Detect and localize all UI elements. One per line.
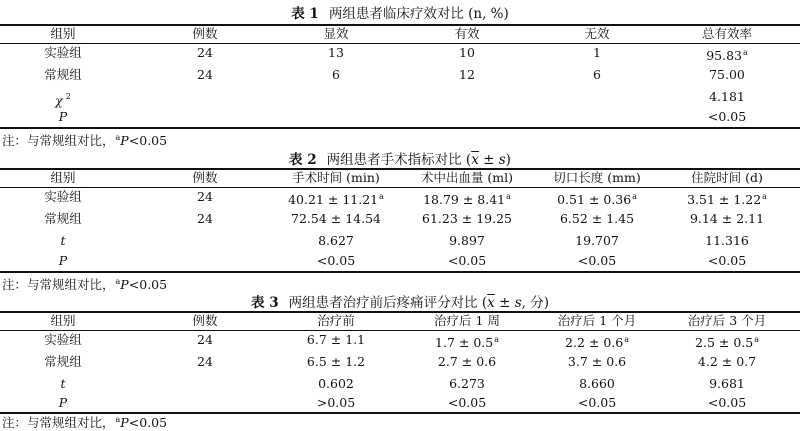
stat-label: P	[58, 395, 68, 410]
value: 2.2 ± 0.6	[565, 335, 624, 350]
table-row	[0, 331, 800, 349]
stat-value: <0.05	[316, 253, 356, 268]
stat-value: <0.05	[707, 253, 747, 268]
table2-caption	[0, 148, 800, 168]
stat-value: 0.602	[318, 376, 354, 391]
significance-mark: a	[762, 192, 767, 201]
table-row	[0, 353, 800, 371]
note-prefix: 注：与常规组对比，	[2, 277, 115, 292]
row-n: 24	[197, 67, 213, 82]
row-c3	[532, 331, 662, 352]
table1-note	[2, 131, 167, 149]
table3-title-b: ±	[494, 295, 515, 311]
row-c4: 9.14 ± 2.11	[689, 211, 765, 226]
row-c4	[662, 188, 792, 209]
note-prefix: 注：与常规组对比，	[2, 133, 115, 148]
row-c3: 1	[593, 45, 601, 60]
table3-header-c4: 治疗后 3 个月	[687, 313, 767, 328]
table2-title-x: $\overline{x}$	[471, 152, 479, 168]
row-c3: 6	[593, 67, 601, 82]
value: 95.83	[706, 48, 742, 63]
row-c1: 6.7 ± 1.1	[306, 332, 366, 347]
table3-title-s: s	[514, 295, 522, 311]
table2-title-s: s	[498, 152, 506, 168]
note-mark: a	[115, 277, 121, 286]
row-group: 常规组	[44, 211, 82, 226]
note-p: P	[120, 277, 129, 292]
chi-symbol: χ	[55, 93, 63, 108]
table3-header-c2: 治疗后 1 周	[434, 313, 500, 328]
table1-header-c2: 有效	[454, 26, 480, 41]
row-n: 24	[197, 211, 213, 226]
table1-header-row	[0, 25, 800, 43]
row-group: 常规组	[44, 354, 82, 369]
row-c1: 6.5 ± 1.2	[306, 354, 366, 369]
value: 40.21 ± 11.21	[288, 192, 379, 207]
table1-title: 两组患者临床疗效对比 (n, %)	[328, 6, 509, 22]
table3-title-x: $\overline{x}$	[487, 295, 495, 311]
table2-header-c3: 切口长度 (mm)	[553, 170, 641, 185]
significance-mark: a	[632, 192, 637, 201]
table2-header-row	[0, 169, 800, 187]
table-row	[0, 232, 800, 250]
row-group: 实验组	[44, 332, 82, 347]
value: 0.51 ± 0.36	[557, 192, 632, 207]
table3-header-group: 组别	[50, 313, 76, 328]
stat-value: 6.273	[449, 376, 485, 391]
table1-header-c3: 无效	[584, 26, 610, 41]
value: 2.5 ± 0.5	[695, 335, 754, 350]
table-row	[0, 108, 800, 126]
row-n: 24	[197, 45, 213, 60]
stat-value: <0.05	[577, 395, 617, 410]
note-suffix: <0.05	[128, 415, 168, 430]
chi-superscript: 2	[65, 92, 71, 101]
table1-header-c4: 总有效率	[701, 26, 752, 41]
table2-header-c1: 手术时间 (min)	[292, 170, 380, 185]
table3-header-n: 例数	[192, 313, 218, 328]
table1-header-n: 例数	[192, 26, 218, 41]
table-row	[0, 210, 800, 228]
note-suffix: <0.05	[128, 277, 168, 292]
table-row	[0, 188, 800, 206]
stat-value: <0.05	[707, 109, 747, 124]
row-c3	[532, 188, 662, 209]
row-c2	[402, 331, 532, 352]
table3-header-c1: 治疗前	[317, 313, 355, 328]
stat-value: 9.897	[449, 233, 485, 248]
row-c1	[271, 188, 401, 209]
stat-value: 8.660	[579, 376, 615, 391]
table3-caption	[0, 291, 800, 311]
row-group: 实验组	[44, 45, 82, 60]
value: 18.79 ± 8.41	[423, 192, 506, 207]
row-c1: 6	[332, 67, 340, 82]
note-suffix: <0.05	[128, 133, 168, 148]
significance-mark: a	[506, 192, 511, 201]
table1-caption	[0, 2, 800, 22]
row-c1: 72.54 ± 14.54	[291, 211, 381, 226]
stat-label: P	[58, 109, 68, 124]
table2-title-b: ±	[478, 152, 499, 168]
row-c4	[662, 44, 792, 65]
stat-label: t	[60, 376, 66, 391]
value: 1.7 ± 0.5	[435, 335, 494, 350]
stat-label	[0, 88, 128, 110]
table1-bottom-rule	[0, 127, 800, 129]
row-c1: 13	[328, 45, 344, 60]
table3-title-c: , 分)	[521, 295, 549, 311]
stat-value: 8.627	[318, 233, 354, 248]
table3-note	[2, 413, 167, 431]
row-c2: 61.23 ± 19.25	[422, 211, 512, 226]
row-c3: 6.52 ± 1.45	[559, 211, 635, 226]
note-p: P	[120, 133, 129, 148]
note-prefix: 注：与常规组对比，	[2, 415, 115, 430]
table-row	[0, 88, 800, 106]
stat-value: >0.05	[316, 395, 356, 410]
row-c4	[662, 331, 792, 352]
table-row	[0, 394, 800, 412]
stat-value: 9.681	[709, 376, 745, 391]
significance-mark: a	[743, 48, 748, 57]
stat-value: 19.707	[575, 233, 619, 248]
table3-title-a: 两组患者治疗前后疼痛评分对比 (	[288, 295, 488, 311]
significance-mark: a	[494, 335, 499, 344]
significance-mark: a	[754, 335, 759, 344]
row-n: 24	[197, 332, 213, 347]
stat-value: 4.181	[709, 89, 745, 104]
table3-header-row	[0, 312, 800, 330]
table-row	[0, 375, 800, 393]
table2-number: 表 2	[289, 152, 317, 168]
table3-header-c3: 治疗后 1 个月	[557, 313, 637, 328]
row-group: 实验组	[44, 189, 82, 204]
table2-header-c2: 术中出血量 (ml)	[420, 170, 514, 185]
row-n: 24	[197, 189, 213, 204]
table2-header-n: 例数	[192, 170, 218, 185]
table2-bottom-rule	[0, 271, 800, 273]
table-row	[0, 66, 800, 84]
stat-value: <0.05	[707, 395, 747, 410]
note-mark: a	[115, 133, 121, 142]
stat-label: P	[58, 253, 68, 268]
stat-value: 11.316	[705, 233, 749, 248]
row-c2: 12	[459, 67, 475, 82]
row-c3: 3.7 ± 0.6	[567, 354, 627, 369]
row-c4: 4.2 ± 0.7	[697, 354, 757, 369]
table3-number: 表 3	[251, 295, 279, 311]
value: 3.51 ± 1.22	[687, 192, 762, 207]
stat-value: <0.05	[577, 253, 617, 268]
significance-mark: a	[624, 335, 629, 344]
table2-title-c: )	[505, 152, 511, 168]
stat-value: <0.05	[447, 395, 487, 410]
table1-header-group: 组别	[50, 26, 76, 41]
row-c2: 2.7 ± 0.6	[437, 354, 497, 369]
row-group: 常规组	[44, 67, 82, 82]
note-mark: a	[115, 415, 121, 424]
row-c2: 10	[459, 45, 475, 60]
table2-header-c4: 住院时间 (d)	[691, 170, 763, 185]
row-c4: 75.00	[709, 67, 745, 82]
table-row	[0, 44, 800, 62]
table1-number: 表 1	[291, 6, 319, 22]
stat-value: <0.05	[447, 253, 487, 268]
table1-header-c1: 显效	[323, 26, 349, 41]
stat-label: t	[60, 233, 66, 248]
row-n: 24	[197, 354, 213, 369]
note-p: P	[120, 415, 129, 430]
row-c2	[402, 188, 532, 209]
table-row	[0, 252, 800, 270]
table2-title-a: 两组患者手术指标对比 (	[326, 152, 472, 168]
significance-mark: a	[379, 192, 384, 201]
table2-header-group: 组别	[50, 170, 76, 185]
